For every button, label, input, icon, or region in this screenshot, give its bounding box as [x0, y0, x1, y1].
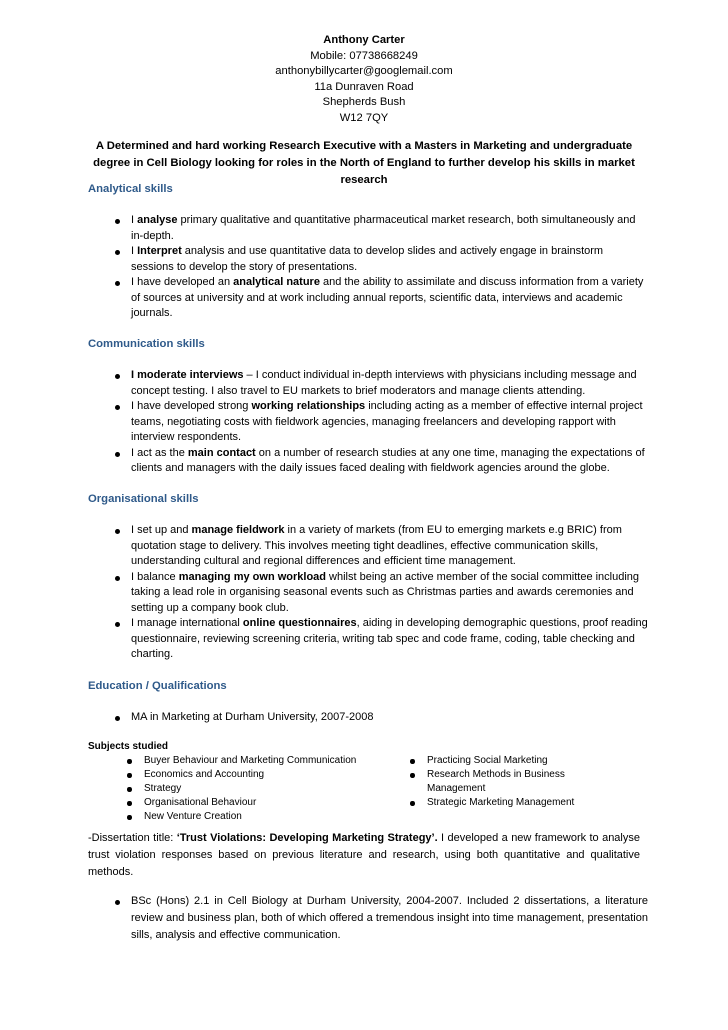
bullet-icon: [115, 250, 120, 255]
subject-name: Practicing Social Marketing: [427, 755, 548, 766]
subject-name: Organisational Behaviour: [144, 797, 257, 808]
list-item: [407, 754, 597, 768]
list-item: [124, 810, 384, 824]
bsc-degree: BSc (Hons) 2.1 in Cell Biology at Durham University, 2004-2007. Included 2 dissertations, a literature review and business plan, both of which offered a tremendous insight into time management, presentation sills, analysis and effective communication.: [131, 895, 648, 941]
item-bold: analyse: [137, 214, 178, 226]
list-item: [407, 768, 597, 796]
subjects-left-column: [124, 754, 384, 824]
item-text: whilst being an active member of the social committee including taking a lead role in organising seasonal events such as Christmas parties and awards ceremonies and setting up a company book club.: [131, 570, 640, 614]
item-text: I: [131, 245, 138, 257]
item-text: including acting as a member of effective internal project teams, negotiating costs with fieldwork agencies, managing freelancers and developing rapport with interview respondents.: [131, 400, 643, 443]
list-item: [88, 446, 648, 477]
item-text: I manage international: [131, 617, 243, 629]
subject-name: Strategy: [144, 783, 182, 794]
subject-name: Research Methods in Business Management: [427, 769, 565, 794]
subject-name: Buyer Behaviour and Marketing Communication: [144, 755, 357, 766]
bullet-icon: [127, 759, 132, 764]
bullet-icon: [127, 801, 132, 806]
dissertation-description: I developed a new framework to analyse trust violation responses based on previous literature and research, using both quantitative and qualitative methods.: [88, 832, 640, 878]
item-bold: main contact: [187, 446, 256, 459]
subject-name: Strategic Marketing Management: [427, 797, 575, 808]
dissertation-title: ‘Trust Violations: Developing Marketing Strategy’.: [176, 832, 438, 844]
organisational-list: [88, 523, 648, 663]
item-bold: analytical nature: [233, 276, 320, 288]
address-line-2: Shepherds Bush: [322, 96, 406, 108]
item-text: and the ability to assimilate and discuss information from a variety of sources at university and at work including annual reports, scientific data, interviews and academic journals.: [131, 276, 644, 319]
list-item: [88, 570, 648, 617]
communication-list: [88, 368, 648, 477]
postcode: W12 7QY: [339, 111, 389, 124]
dissertation-paragraph: [88, 830, 640, 881]
section-title: Organisational skills: [88, 493, 199, 505]
item-text: I set up and: [131, 524, 192, 536]
item-text: I have developed strong: [131, 400, 252, 412]
bullet-icon: [115, 900, 120, 905]
bsc-section: [88, 893, 648, 944]
education-section: [88, 679, 648, 726]
subjects-right-column: [407, 754, 597, 810]
organisational-skills-section: [88, 492, 648, 663]
bullet-icon: [115, 219, 120, 224]
list-item: [88, 893, 648, 944]
list-item: [88, 244, 648, 275]
item-text: I have developed an: [131, 276, 234, 288]
bullet-icon: [127, 773, 132, 778]
list-item: [407, 796, 597, 810]
analytical-skills-section: [88, 182, 648, 322]
item-text: – I conduct individual in-depth interviews with physicians including message and concept testing. I also travel to EU markets to brief moderators and manage clients attending.: [131, 369, 637, 397]
bullet-icon: [410, 801, 415, 806]
bullet-icon: [127, 787, 132, 792]
candidate-name: Anthony Carter: [323, 34, 405, 46]
list-item: [124, 754, 384, 768]
ma-degree: MA in Marketing at Durham University, 2007-2008: [131, 711, 374, 723]
list-item: [124, 782, 384, 796]
bullet-icon: [410, 759, 415, 764]
personal-summary: A Determined and hard working Research Executive with a Masters in Marketing and undergraduate degree in Cell Biology looking for roles in the North of England to further develop his skills in market research: [93, 140, 635, 186]
bullet-icon: [127, 815, 132, 820]
bullet-icon: [115, 281, 120, 286]
list-item: [88, 616, 648, 663]
mobile-number: Mobile: 07738668249: [310, 49, 418, 62]
item-text: in a variety of markets (from EU to emerging markets e.g BRIC) from quotation stage to delivery. This involves meeting tight deadlines, effective communication skills, understanding cultural and regional differences and efficient time management.: [131, 524, 622, 567]
bullet-icon: [115, 452, 120, 457]
list-item: [88, 523, 648, 570]
subjects-studied-title: Subjects studied: [88, 741, 169, 752]
bullet-icon: [115, 374, 120, 379]
bullet-icon: [115, 529, 120, 534]
communication-skills-section: [88, 337, 648, 477]
item-text: on a number of research studies at any one time, managing the expectations of clients and managers with the daily issues faced dealing with fieldwork agencies around the globe.: [131, 446, 645, 474]
item-text: I balance: [131, 570, 179, 583]
bullet-icon: [115, 716, 120, 721]
bullet-icon: [115, 576, 120, 581]
analytical-list: [88, 213, 648, 322]
item-bold: Interpret: [137, 245, 182, 257]
item-bold: I moderate interviews: [131, 369, 244, 381]
list-item: [88, 399, 648, 446]
item-text: , aiding in developing demographic questions, proof reading questionnaire, reviewing screening criteria, writing tab spec and code frame, coding, table checking and charting.: [131, 617, 648, 660]
item-bold: managing my own workload: [178, 570, 326, 583]
item-text: analysis and use quantitative data to develop slides and actively engage in brainstorm sessions to develop the story of presentations.: [131, 245, 604, 273]
list-item: [124, 796, 384, 810]
section-title: Education / Qualifications: [88, 680, 227, 692]
subject-name: Economics and Accounting: [144, 769, 265, 780]
item-bold: manage fieldwork: [191, 524, 285, 536]
item-bold: working relationships: [251, 400, 366, 412]
email-address: anthonybillycarter@googlemail.com: [275, 65, 453, 77]
list-item: [88, 710, 648, 726]
list-item: [88, 213, 648, 244]
item-text: primary qualitative and quantitative pharmaceutical market research, both simultaneously and in-depth.: [131, 214, 636, 242]
section-title: Analytical skills: [88, 183, 173, 195]
item-text: I: [131, 214, 138, 226]
bsc-list: [88, 893, 648, 944]
list-item: [88, 275, 648, 322]
list-item: [124, 768, 384, 782]
subject-name: New Venture Creation: [144, 811, 242, 822]
bullet-icon: [410, 773, 415, 778]
bullet-icon: [115, 405, 120, 410]
item-bold: online questionnaires: [242, 617, 357, 629]
address-line-1: 11a Dunraven Road: [314, 80, 414, 93]
section-title: Communication skills: [88, 338, 205, 350]
item-text: I act as the: [131, 446, 188, 459]
education-list: [88, 710, 648, 726]
dissertation-label: -Dissertation title:: [88, 832, 177, 844]
contact-header: [0, 33, 728, 126]
list-item: [88, 368, 648, 399]
bullet-icon: [115, 622, 120, 627]
